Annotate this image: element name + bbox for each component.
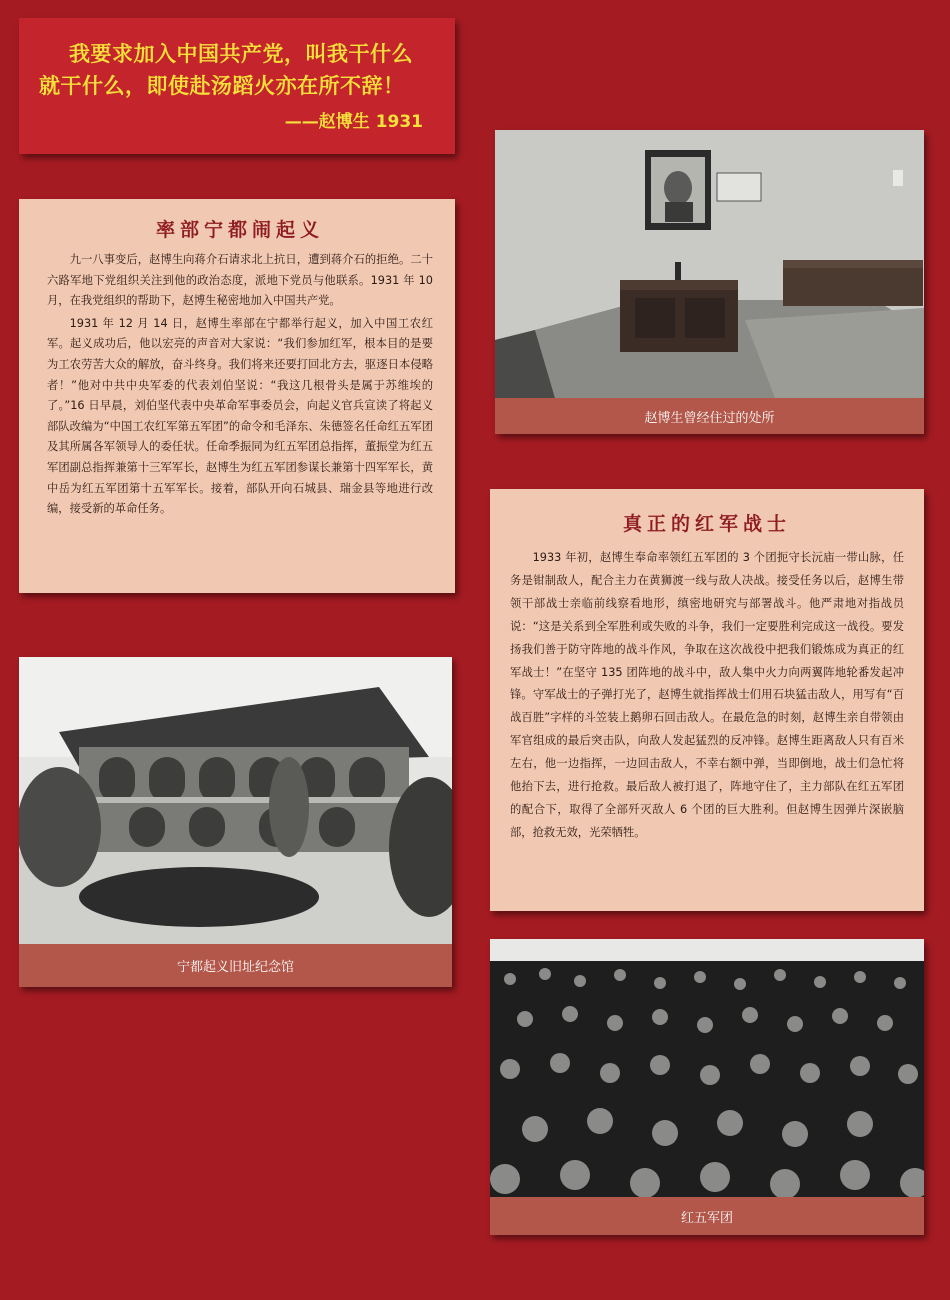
section-uprising-body bbox=[47, 250, 433, 520]
section-soldier-card bbox=[490, 489, 924, 911]
section-soldier-body bbox=[510, 547, 904, 845]
quote-line-2: 就干什么，即使赴汤蹈火亦在所不辞！ bbox=[39, 74, 405, 98]
quote-attribution: ——赵博生 1931 bbox=[284, 112, 423, 132]
section-soldier-paragraph-1: 1933 年初，赵博生奉命率领红五军团的 3 个团扼守长沅庙一带山脉，任务是钳制敌人，配合主力在黄狮渡一线与敌人决战。接受任务以后，赵博生带领干部战士亲临前线察看地形，缜密地研究与部署战斗。他严肃地对指战员说：“这是关系到全军胜利或失败的斗争，我们一定要胜利完成这一战役。要发扬我们善于防守阵地的战斗作风，争取在这次战役中把我们锻炼成为真正的红军战士！”在坚守 135 团阵地的战斗中，敌人集中火力向两翼阵地轮番发起冲锋。守军战士的子弹打光了，赵博生就指挥战士们用石块猛击敌人，用写有“百战百胜”字样的斗笠装上鹅卵石回击敌人。在最危急的时刻，赵博生亲自带领由军官组成的最后突击队，向敌人发起猛烈的反冲锋。赵博生距离敌人只有百米左右，他一边指挥，一边回击敌人，不幸右额中弹，当即倒地，战士们急忙将他抬下去，进行抢救。最后敌人被打退了，阵地守住了，主力部队在红五军团的配合下，取得了全部歼灭敌人 6 个团的巨大胜利。但赵博生因弹片深嵌脑部，抢救无效，光荣牺牲。 bbox=[510, 551, 904, 839]
residence-photo bbox=[495, 130, 924, 398]
residence-photo-card bbox=[495, 130, 924, 434]
section-uprising-paragraph-2: 1931 年 12 月 14 日，赵博生率部在宁都举行起义，加入中国工农红军。起义成功后，他以宏亮的声音对大家说：“我们参加红军，根本目的是要为工农劳苦大众的解放，奋斗终身。我们将来还要打回北方去，驱逐日本侵略者！”他对中共中央军委的代表刘伯坚说：“我这几根骨头是属于苏维埃的了。”16 日早晨，刘伯坚代表中央革命军事委员会，向起义官兵宣读了将起义部队改编为“中国工农红军第五军团”的命令和毛泽东、朱德签名任命红五军团及其所属各军领导人的委任状。任命季振同为红五军团总指挥，董振堂为红五军团副总指挥兼第十三军军长，赵博生为红五军团参谋长兼第十四军军长，黄中岳为红五军团第十五军军长。接着，部队开向石城县、瑞金县等地进行改编，接受新的革命任务。 bbox=[47, 316, 433, 516]
army-photo-card bbox=[490, 939, 924, 1235]
memorial-caption: 宁都起义旧址纪念馆 bbox=[19, 944, 452, 987]
section-uprising-title: 率部宁都闹起义 bbox=[155, 219, 324, 241]
section-soldier-title: 真正的红军战士 bbox=[622, 513, 791, 535]
quote-box bbox=[19, 18, 455, 154]
section-uprising-paragraph-1: 九一八事变后，赵博生向蒋介石请求北上抗日，遭到蒋介石的拒绝。二十六路军地下党组织关注到他的政治态度，派地下党员与他联系。1931 年 10 月，在我党组织的帮助下，赵博生秘密地加入中国共产党。 bbox=[47, 253, 433, 308]
residence-caption: 赵博生曾经住过的处所 bbox=[495, 398, 924, 434]
memorial-photo bbox=[19, 657, 452, 944]
memorial-photo-card bbox=[19, 657, 452, 987]
army-photo bbox=[490, 939, 924, 1197]
army-caption: 红五军团 bbox=[490, 1197, 924, 1235]
section-uprising-card bbox=[19, 199, 455, 593]
quote-line-1: 我要求加入中国共产党，叫我干什么 bbox=[69, 42, 413, 66]
